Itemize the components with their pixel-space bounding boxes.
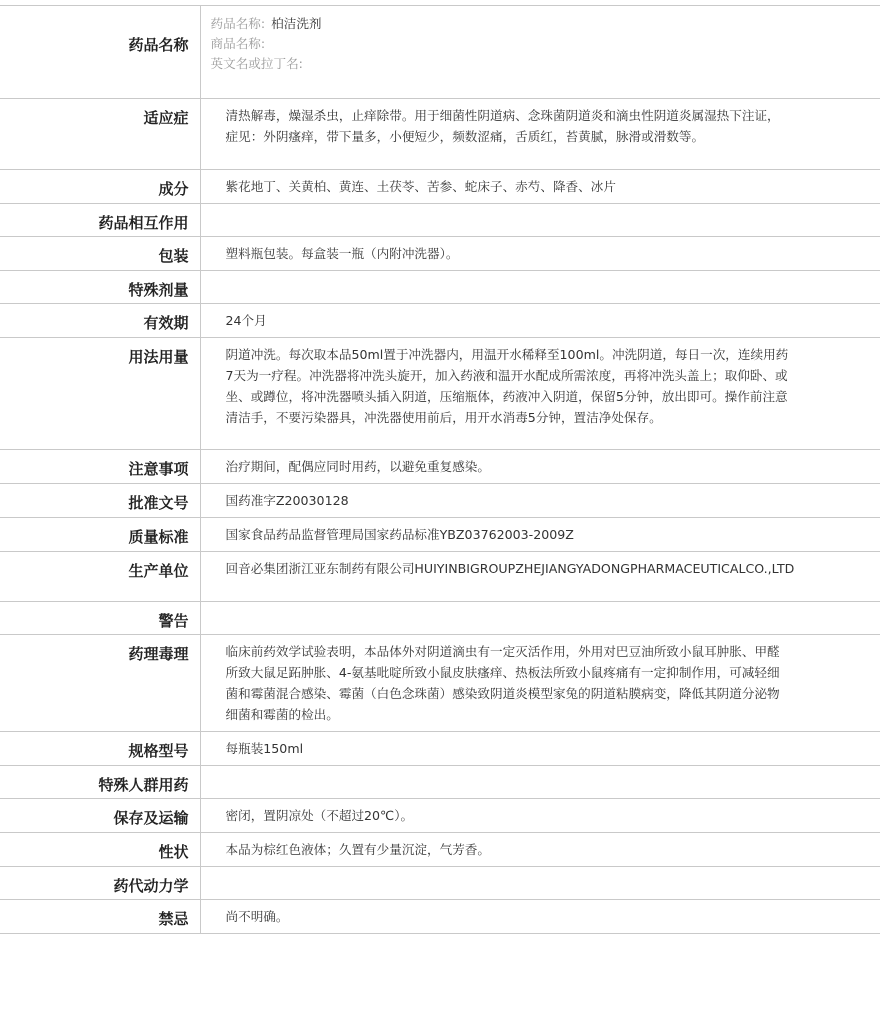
row-pharmacokinetics	[0, 867, 880, 900]
row-label: 有效期	[0, 304, 200, 338]
row-value	[200, 867, 880, 900]
row-label: 质量标准	[0, 518, 200, 552]
generic-name-value: 柏洁洗剂	[271, 16, 322, 31]
row-description	[0, 833, 880, 867]
row-label: 注意事项	[0, 450, 200, 484]
row-label: 禁忌	[0, 900, 200, 934]
row-value: 国家食品药品监督管理局国家药品标准YBZ03762003-2009Z	[200, 518, 880, 552]
row-label: 警告	[0, 602, 200, 635]
row-drug-name	[0, 6, 880, 99]
row-value: 国药准字Z20030128	[200, 484, 880, 518]
row-value: 清热解毒，燥湿杀虫，止痒除带。用于细菌性阴道病、念珠菌阴道炎和滴虫性阴道炎属湿热下注证，症见：外阴瘙痒，带下量多，小便短少，频数涩痛，舌质红，苔黄腻，脉滑或滑数等。	[200, 99, 880, 170]
row-label: 成分	[0, 170, 200, 204]
row-special-populations	[0, 766, 880, 799]
row-label: 适应症	[0, 99, 200, 170]
drug-name-block	[200, 6, 880, 99]
row-label: 药品名称	[0, 6, 200, 99]
row-value: 临床前药效学试验表明，本品体外对阴道滴虫有一定灭活作用，外用对巴豆油所致小鼠耳肿胀、甲醛所致大鼠足跖肿胀、4-氨基吡啶所致小鼠皮肤瘙痒、热板法所致小鼠疼痛有一定抑制作用，可减轻细菌和霉菌混合感染、霉菌（白色念珠菌）感染致阴道炎模型家兔的阴道粘膜病变，降低其阴道分泌物细菌和霉菌的检出。	[200, 635, 880, 732]
row-label: 药品相互作用	[0, 204, 200, 237]
english-name-label: 英文名或拉丁名:	[210, 56, 303, 71]
trade-name-line	[211, 34, 791, 54]
row-value: 本品为棕红色液体；久置有少量沉淀，气芳香。	[200, 833, 880, 867]
row-value: 回音必集团浙江亚东制药有限公司HUIYINBIGROUPZHEJIANGYADONGPHARMACEUTICALCO.,LTD	[200, 552, 880, 602]
row-approval-number	[0, 484, 880, 518]
row-shelf-life	[0, 304, 880, 338]
row-pharmacology	[0, 635, 880, 732]
row-label: 药理毒理	[0, 635, 200, 732]
row-indications	[0, 99, 880, 170]
trade-name-label: 商品名称:	[210, 36, 266, 51]
row-label: 特殊人群用药	[0, 766, 200, 799]
row-value	[200, 602, 880, 635]
row-label: 生产单位	[0, 552, 200, 602]
row-precautions	[0, 450, 880, 484]
row-value: 紫花地丁、关黄柏、黄连、土茯苓、苦参、蛇床子、赤芍、降香、冰片	[200, 170, 880, 204]
row-label: 性状	[0, 833, 200, 867]
row-interactions	[0, 204, 880, 237]
row-value	[200, 271, 880, 304]
row-packaging	[0, 237, 880, 271]
row-ingredients	[0, 170, 880, 204]
row-value: 尚不明确。	[200, 900, 880, 934]
english-name-line	[211, 54, 791, 74]
drug-spec-table	[0, 5, 880, 934]
row-label: 药代动力学	[0, 867, 200, 900]
row-value	[200, 766, 880, 799]
row-value: 塑料瓶包装。每盒装一瓶（内附冲洗器）。	[200, 237, 880, 271]
row-manufacturer	[0, 552, 880, 602]
row-label: 包装	[0, 237, 200, 271]
row-label: 批准文号	[0, 484, 200, 518]
row-value: 每瓶装150ml	[200, 732, 880, 766]
row-value: 24个月	[200, 304, 880, 338]
row-specification	[0, 732, 880, 766]
row-value	[200, 204, 880, 237]
row-label: 规格型号	[0, 732, 200, 766]
row-label: 特殊剂量	[0, 271, 200, 304]
row-warning	[0, 602, 880, 635]
row-dosage	[0, 338, 880, 450]
row-special-dosage	[0, 271, 880, 304]
generic-name-label: 药品名称:	[210, 16, 266, 31]
row-label: 用法用量	[0, 338, 200, 450]
row-contraindications	[0, 900, 880, 934]
generic-name-line	[211, 14, 791, 34]
row-storage	[0, 799, 880, 833]
row-label: 保存及运输	[0, 799, 200, 833]
row-value: 治疗期间，配偶应同时用药，以避免重复感染。	[200, 450, 880, 484]
row-value: 密闭，置阴凉处（不超过20℃）。	[200, 799, 880, 833]
row-value: 阴道冲洗。每次取本品50ml置于冲洗器内，用温开水稀释至100ml。冲洗阴道，每日一次，连续用药7天为一疗程。冲洗器将冲洗头旋开，加入药液和温开水配成所需浓度，再将冲洗头盖上；取仰卧、或坐、或蹲位，将冲洗器喷头插入阴道，压缩瓶体，药液冲入阴道，保留5分钟，放出即可。操作前注意清洁手，不要污染器具，冲洗器使用前后，用开水消毒5分钟，置洁净处保存。	[200, 338, 880, 450]
row-quality-standard	[0, 518, 880, 552]
